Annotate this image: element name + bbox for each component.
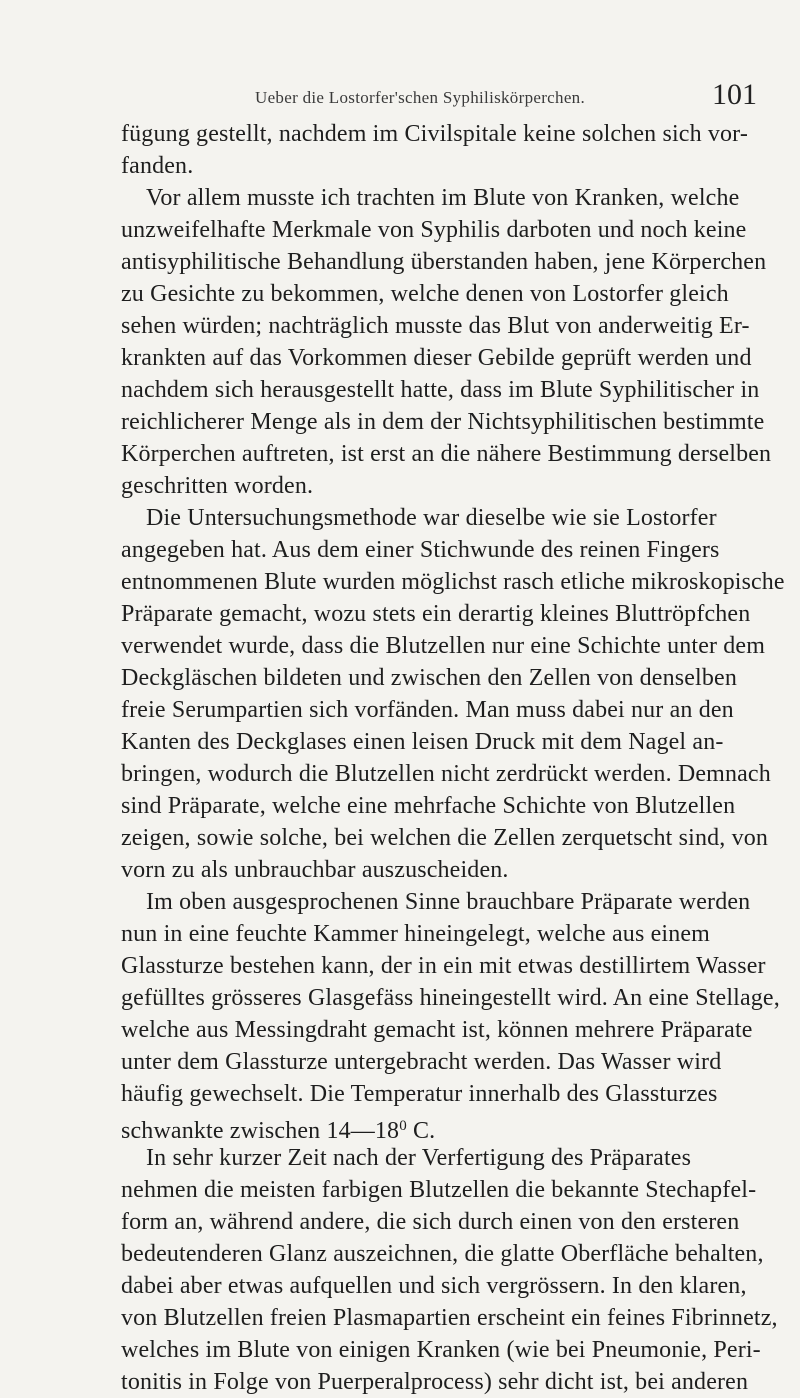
text-line: sind Präparate, welche eine mehrfache Schichte von Blutzellen: [121, 793, 736, 819]
text-line: unter dem Glassturze untergebracht werden. Das Wasser wird: [121, 1049, 722, 1075]
text-line: reichlicherer Menge als in dem der Nichtsyphilitischen bestimmte: [121, 409, 765, 435]
text-line: von Blutzellen freien Plasmapartien erscheint ein feines Fibrinnetz,: [121, 1305, 778, 1331]
temperature-text: schwankte zwischen 14—18: [121, 1118, 400, 1144]
text-line: entnommenen Blute wurden möglichst rasch etliche mikroskopische: [121, 569, 785, 595]
text-line: form an, während andere, die sich durch einen von den ersteren: [121, 1209, 740, 1235]
text-line: fanden.: [121, 153, 194, 179]
text-line: vorn zu als unbrauchbar auszuscheiden.: [121, 857, 509, 883]
text-line: geschritten worden.: [121, 473, 314, 499]
text-line: fügung gestellt, nachdem im Civilspitale keine solchen sich vor-: [121, 121, 748, 147]
text-line: nun in eine feuchte Kammer hineingelegt, welche aus einem: [121, 921, 710, 947]
text-line: bedeutenderen Glanz auszeichnen, die glatte Oberfläche behalten,: [121, 1241, 764, 1267]
text-line: nehmen die meisten farbigen Blutzellen die bekannte Stechapfel-: [121, 1177, 757, 1203]
text-line: In sehr kurzer Zeit nach der Verfertigung des Präparates: [146, 1145, 692, 1171]
text-line: welches im Blute von einigen Kranken (wie bei Pneumonie, Peri-: [121, 1337, 761, 1363]
text-line: Glassturze bestehen kann, der in ein mit etwas destillirtem Wasser: [121, 953, 766, 979]
degree-superscript: 0: [399, 1118, 407, 1134]
text-line: nachdem sich herausgestellt hatte, dass im Blute Syphilitischer in: [121, 377, 760, 403]
text-line: Kanten des Deckglases einen leisen Druck mit dem Nagel an-: [121, 729, 724, 755]
text-line: antisyphilitische Behandlung überstanden haben, jene Körperchen: [121, 249, 767, 275]
running-title: Ueber die Lostorfer'schen Syphiliskörperchen.: [255, 88, 586, 107]
text-line: Die Untersuchungsmethode war dieselbe wie sie Lostorfer: [146, 505, 717, 531]
text-line: verwendet wurde, dass die Blutzellen nur eine Schichte unter dem: [121, 633, 766, 659]
text-line: Vor allem musste ich trachten im Blute von Kranken, welche: [146, 185, 740, 211]
temperature-unit: C.: [406, 1118, 436, 1144]
text-line: Präparate gemacht, wozu stets ein derartig kleines Bluttröpfchen: [121, 601, 751, 627]
text-line: Im oben ausgesprochenen Sinne brauchbare Präparate werden: [146, 889, 751, 915]
page-number: 101: [712, 78, 757, 111]
text-line: häufig gewechselt. Die Temperatur innerhalb des Glassturzes: [121, 1081, 718, 1107]
text-line: unzweifelhafte Merkmale von Syphilis darboten und noch keine: [121, 217, 747, 243]
text-line: tonitis in Folge von Puerperalprocess) sehr dicht ist, bei anderen: [121, 1369, 749, 1395]
text-line: dabei aber etwas aufquellen und sich vergrössern. In den klaren,: [121, 1273, 747, 1299]
text-line: sehen würden; nachträglich musste das Blut von anderweitig Er-: [121, 313, 750, 339]
text-line: krankten auf das Vorkommen dieser Gebilde geprüft werden und: [121, 345, 752, 371]
text-line: bringen, wodurch die Blutzellen nicht zerdrückt werden. Demnach: [121, 761, 771, 787]
text-line: zu Gesichte zu bekommen, welche denen von Lostorfer gleich: [121, 281, 729, 307]
text-line: Deckgläschen bildeten und zwischen den Zellen von denselben: [121, 665, 737, 691]
text-line: zeigen, sowie solche, bei welchen die Zellen zerquetscht sind, von: [121, 825, 769, 851]
text-line: gefülltes grösseres Glasgefäss hineingestellt wird. An eine Stellage,: [121, 985, 780, 1011]
text-line: Körperchen auftreten, ist erst an die nähere Bestimmung derselben: [121, 441, 772, 467]
text-line: angegeben hat. Aus dem einer Stichwunde des reinen Fingers: [121, 537, 720, 563]
text-line: freie Serumpartien sich vorfänden. Man muss dabei nur an den: [121, 697, 734, 723]
text-line: welche aus Messingdraht gemacht ist, können mehrere Präparate: [121, 1017, 753, 1043]
